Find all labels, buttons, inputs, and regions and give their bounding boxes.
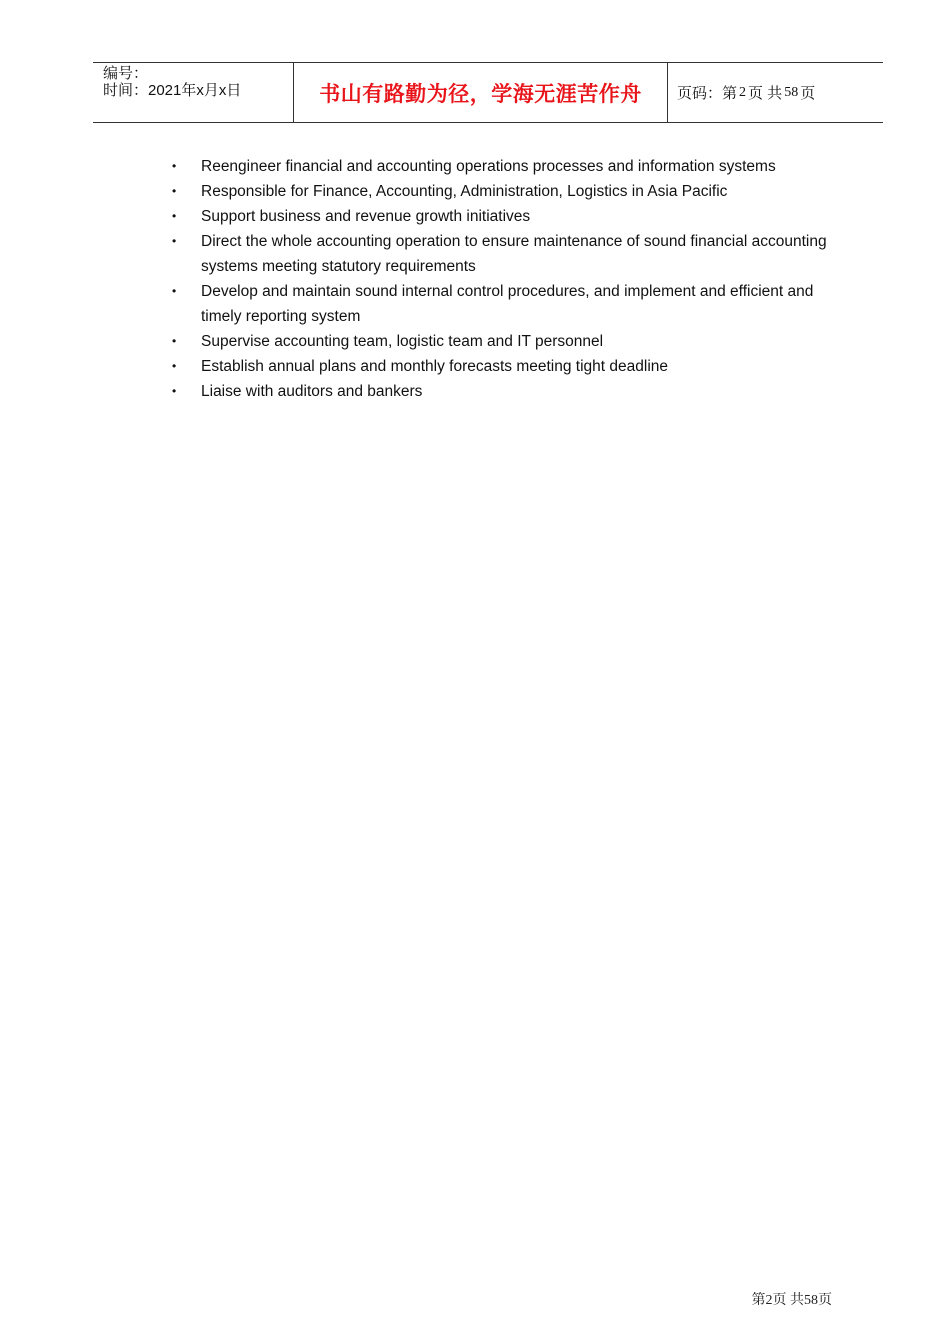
- list-item-text: Responsible for Finance, Accounting, Administration, Logistics in Asia Pacific: [201, 183, 728, 200]
- list-item-text: Liaise with auditors and bankers: [201, 383, 423, 400]
- bullet-icon: •: [172, 184, 177, 198]
- bullet-icon: •: [172, 159, 177, 173]
- page-prefix: 页码：第: [677, 85, 738, 102]
- bullet-icon: •: [172, 234, 177, 248]
- page-header: [93, 62, 883, 123]
- page-mid: 页 共: [748, 85, 783, 102]
- responsibility-list: [172, 154, 852, 404]
- list-item: [172, 154, 852, 179]
- list-item: [172, 354, 852, 379]
- list-item: [172, 179, 852, 204]
- list-item: [172, 379, 852, 404]
- list-item-text: Direct the whole accounting operation to ensure maintenance of sound financial accounting systems meeting statutory requirements: [201, 233, 827, 275]
- header-motto-cell: [294, 63, 668, 122]
- list-item: [172, 204, 852, 229]
- bullet-icon: •: [172, 384, 177, 398]
- bullet-icon: •: [172, 284, 177, 298]
- list-item-text: Establish annual plans and monthly forecasts meeting tight deadline: [201, 358, 669, 375]
- page-current: 2: [739, 84, 747, 100]
- list-item-text: Develop and maintain sound internal control procedures, and implement and efficient and timely reporting system: [201, 283, 814, 325]
- page-footer: 第2页 共58页: [751, 1293, 832, 1308]
- page-total: 58: [784, 84, 799, 100]
- list-item-text: Reengineer financial and accounting operations processes and information systems: [201, 158, 776, 175]
- list-item: [172, 279, 852, 329]
- list-item-text: Support business and revenue growth initiatives: [201, 208, 531, 225]
- page-suffix: 页: [800, 85, 816, 102]
- header-meta-cell: [93, 63, 294, 122]
- bullet-icon: •: [172, 334, 177, 348]
- list-item: [172, 229, 852, 279]
- serial-number-label: 编号：: [103, 65, 149, 82]
- list-item-text: Supervise accounting team, logistic team and IT personnel: [201, 333, 604, 350]
- list-item: [172, 329, 852, 354]
- motto-text: 书山有路勤为径，学海无涯苦作舟: [319, 80, 642, 106]
- header-page-cell: [668, 63, 883, 122]
- bullet-icon: •: [172, 209, 177, 223]
- bullet-icon: •: [172, 359, 177, 373]
- date-label: 时间：2021年x月x日: [103, 82, 242, 99]
